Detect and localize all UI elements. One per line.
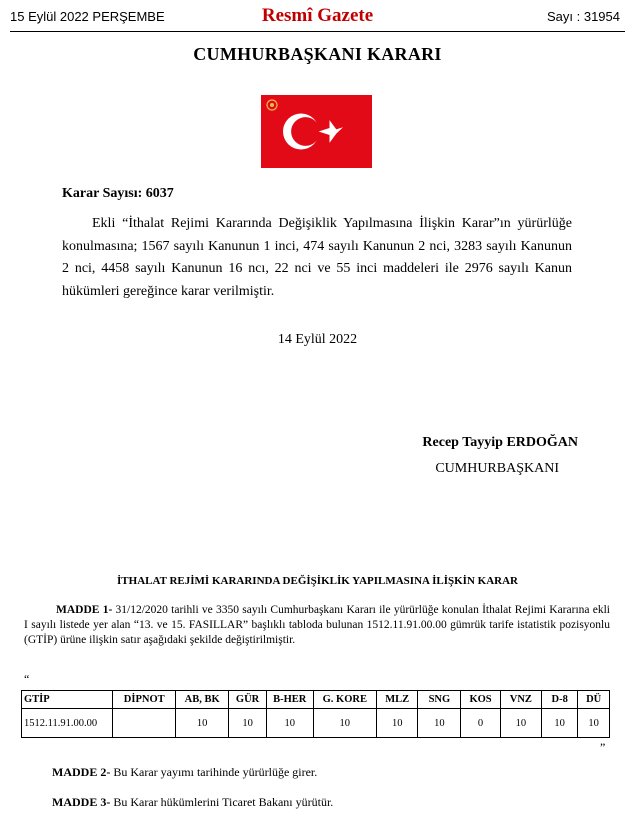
article-3-text: Bu Karar hükümlerini Ticaret Bakanı yürütür. xyxy=(113,795,334,809)
table-cell: 10 xyxy=(541,709,577,738)
article-2-text: Bu Karar yayımı tarihinde yürürlüğe girer. xyxy=(113,765,318,779)
table-header-row xyxy=(22,691,610,709)
table-cell: 10 xyxy=(578,709,610,738)
table-header-cell: DÜ xyxy=(578,691,610,709)
decision-number xyxy=(62,186,174,202)
table-header-cell: G. KORE xyxy=(313,691,376,709)
signature-first-names: Recep Tayyip xyxy=(422,435,503,450)
annex-title: İTHALAT REJİMİ KARARINDA DEĞİŞİKLİK YAPILMASINA İLİŞKİN KARAR xyxy=(117,575,518,587)
decision-number-label: Karar Sayısı: xyxy=(62,186,143,201)
article-3-label: MADDE 3- xyxy=(52,795,111,809)
signature-name xyxy=(422,435,578,451)
table-header-cell: KOS xyxy=(461,691,500,709)
page-header xyxy=(0,0,635,32)
decision-text: Ekli “İthalat Rejimi Kararında Değişiklik Yapılmasına İlişkin Karar”ın yürürlüğe konulmasına; 1567 sayılı Kanunun 1 inci, 474 sayılı Kanunun 2 nci, 3283 sayılı Kanunun 2 nci, 4458 sayılı Kanunun 16 ncı, 22 nci ve 55 inci maddeleri ile 2976 sayılı Kanun hükümleri gereğince karar verilmiştir. xyxy=(62,216,572,299)
table-cell xyxy=(113,709,176,738)
table-header-cell: VNZ xyxy=(500,691,541,709)
gazette-title: Resmî Gazete xyxy=(261,5,374,26)
table-header-cell: DİPNOT xyxy=(113,691,176,709)
table-cell: 0 xyxy=(461,709,500,738)
table-header-cell: B-HER xyxy=(266,691,313,709)
tariff-table xyxy=(21,690,610,738)
article-2 xyxy=(52,765,317,780)
issue-number: Sayı : 31954 xyxy=(547,9,620,24)
decision-date: 14 Eylül 2022 xyxy=(277,332,358,347)
table-cell: 10 xyxy=(418,709,461,738)
table-header-cell: D-8 xyxy=(541,691,577,709)
table-row xyxy=(22,709,610,738)
table-cell: 10 xyxy=(313,709,376,738)
table-header-cell: AB, BK xyxy=(176,691,229,709)
quote-close: ” xyxy=(600,740,606,754)
article-1-label: MADDE 1- xyxy=(56,604,113,616)
table-header-cell: MLZ xyxy=(377,691,418,709)
header-date: 15 Eylül 2022 PERŞEMBE xyxy=(10,9,165,24)
article-2-label: MADDE 2- xyxy=(52,765,111,779)
signature-surname: ERDOĞAN xyxy=(506,435,578,450)
table-cell: 10 xyxy=(176,709,229,738)
table-cell: 10 xyxy=(229,709,267,738)
turkish-flag-icon xyxy=(261,95,372,168)
table-cell: 10 xyxy=(266,709,313,738)
table-header-cell: GTİP xyxy=(22,691,113,709)
table-cell: 1512.11.91.00.00 xyxy=(22,709,113,738)
article-1-text: 31/12/2020 tarihli ve 3350 sayılı Cumhurbaşkanı Kararı ile yürürlüğe konulan İthalat Rejimi Kararına ekli I sayılı listede yer alan “13. ve 15. FASILLAR” başlıklı tabloda bulunan 1512.11.91.00.00 gümrük tarife istatistik pozisyonlu (GTİP) ürüne ilişkin satır aşağıdaki şekilde değiştirilmiştir. xyxy=(24,604,610,646)
table-cell: 10 xyxy=(500,709,541,738)
article-3 xyxy=(52,795,333,810)
signature-title: CUMHURBAŞKANI xyxy=(435,461,559,476)
article-1 xyxy=(24,603,610,647)
header-divider xyxy=(10,31,625,32)
page-title: CUMHURBAŞKANI KARARI xyxy=(193,44,442,64)
table-header-cell: SNG xyxy=(418,691,461,709)
table-cell: 10 xyxy=(377,709,418,738)
quote-open: “ xyxy=(24,672,30,686)
decision-number-value: 6037 xyxy=(145,186,174,201)
table-header-cell: GÜR xyxy=(229,691,267,709)
